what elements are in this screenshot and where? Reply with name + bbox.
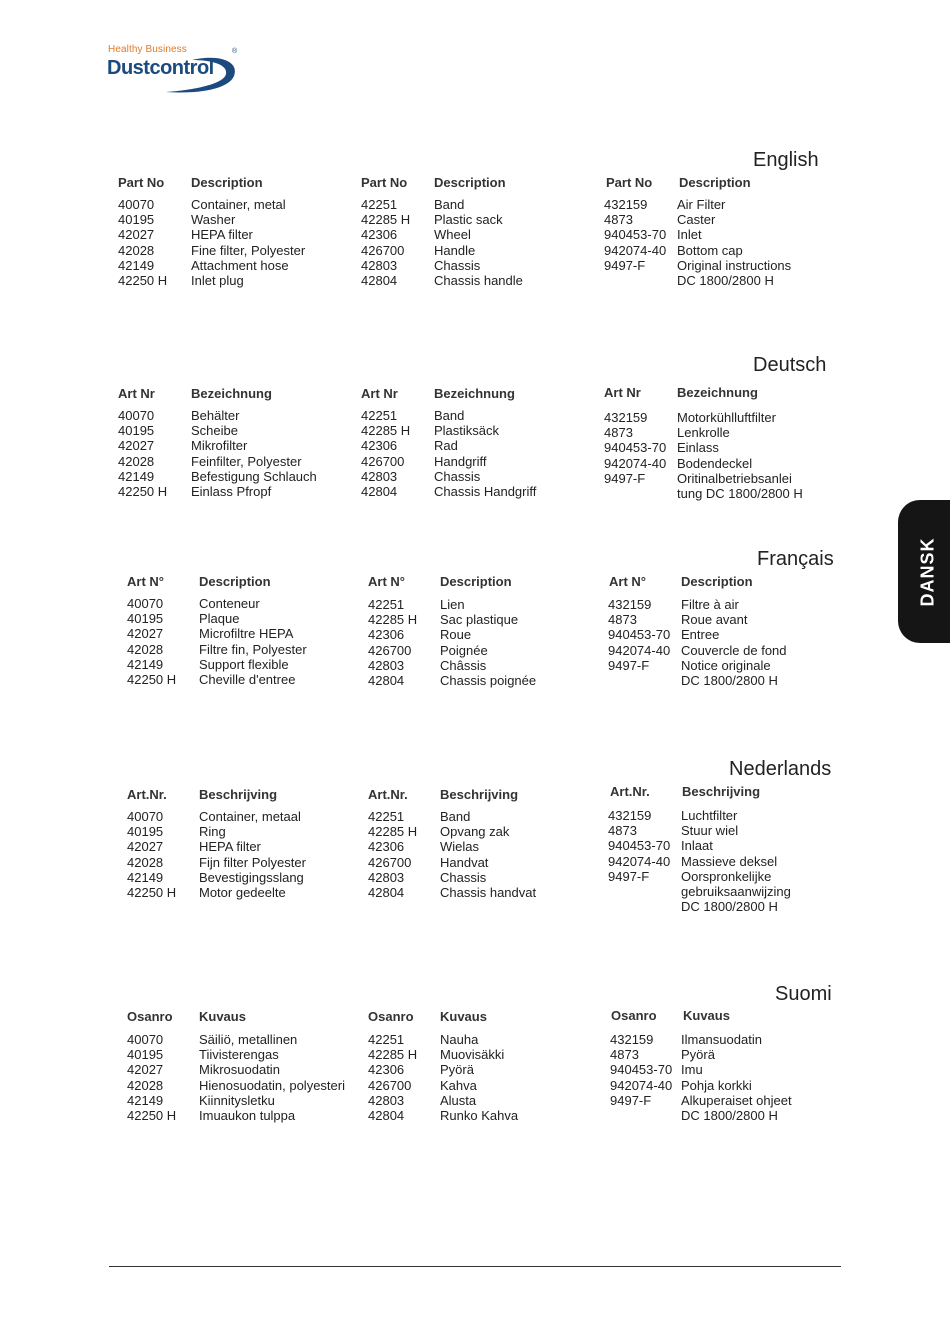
part-number: 42149 <box>127 869 164 885</box>
part-description: Bevestigingsslang <box>199 869 304 885</box>
part-number: 42803 <box>368 657 405 673</box>
part-description: Filtre à air <box>681 597 739 612</box>
part-no-header: Art Nr <box>118 386 155 401</box>
part-description: DC 1800/2800 H <box>681 899 778 915</box>
part-description: DC 1800/2800 H <box>681 672 778 688</box>
part-number: 426700 <box>361 453 405 469</box>
part-no-header: Osanro <box>368 1009 414 1024</box>
language-title: Suomi <box>775 983 832 1005</box>
part-no-header: Art N° <box>127 574 164 589</box>
language-title: Français <box>757 548 834 570</box>
description-header: Description <box>681 574 753 589</box>
part-number: 42250 H <box>127 671 177 687</box>
part-description: Couvercle de fond <box>681 642 787 658</box>
part-number: 42804 <box>368 1107 405 1123</box>
part-description: Muovisäkki <box>440 1047 505 1063</box>
part-no-header: Art N° <box>368 574 405 589</box>
part-number: 42251 <box>368 1032 405 1047</box>
part-no-header: Part No <box>606 175 653 190</box>
part-number: 4873 <box>604 425 633 441</box>
part-description: Mikrosuodatin <box>199 1062 280 1078</box>
part-description: Bottom cap <box>677 242 743 258</box>
part-number: 42149 <box>118 257 155 273</box>
part-description: Support flexible <box>199 656 289 672</box>
part-number: 42250 H <box>118 272 168 288</box>
part-number: 42306 <box>368 627 405 643</box>
part-number: 42027 <box>127 839 164 855</box>
part-description: Chassis <box>440 869 487 885</box>
part-description: Motor gedeelte <box>199 884 286 900</box>
part-number: 42804 <box>368 884 405 900</box>
part-description: Fine filter, Polyester <box>191 242 306 258</box>
part-description: Motorkühlluftfilter <box>677 410 776 425</box>
part-number: 432159 <box>608 808 652 823</box>
part-description: Band <box>434 408 465 423</box>
part-number: 940453-70 <box>610 1062 673 1078</box>
part-description: Roue avant <box>681 612 748 628</box>
part-description: Alusta <box>440 1092 477 1108</box>
part-no-header: Art.Nr. <box>368 787 408 802</box>
part-no-header: Art.Nr. <box>127 787 167 802</box>
part-description: Pyörä <box>440 1062 474 1078</box>
part-description: Pyörä <box>681 1047 715 1063</box>
description-header: Kuvaus <box>440 1009 487 1024</box>
part-description: Chassis handvat <box>440 884 537 900</box>
part-number: 42285 H <box>368 612 418 628</box>
part-number: 42250 H <box>127 1107 177 1123</box>
description-header: Description <box>434 175 506 190</box>
part-number: 426700 <box>368 1077 412 1093</box>
part-description: Inlet plug <box>191 272 244 288</box>
part-number: 42251 <box>361 197 398 212</box>
part-number: 40195 <box>118 212 155 228</box>
part-number: 9497-F <box>608 657 650 673</box>
part-description: Microfiltre HEPA <box>199 626 294 642</box>
part-number: 426700 <box>361 242 405 258</box>
part-description: Bodendeckel <box>677 455 753 471</box>
part-description: Fijn filter Polyester <box>199 854 306 870</box>
part-number: 4873 <box>610 1047 639 1063</box>
part-number: 40070 <box>118 408 155 423</box>
part-number: 42027 <box>118 227 155 243</box>
language-title: English <box>753 149 819 171</box>
part-number: 9497-F <box>604 257 646 273</box>
part-number: 9497-F <box>608 868 650 884</box>
part-number: 432159 <box>610 1032 654 1047</box>
part-description: Attachment hose <box>191 257 289 273</box>
part-description: Massieve deksel <box>681 853 778 869</box>
part-no-header: Art.Nr. <box>610 784 650 799</box>
part-description: Mikrofilter <box>191 438 248 454</box>
part-description: Imu <box>681 1062 703 1078</box>
part-number: 42251 <box>361 408 398 423</box>
part-description: Oritinalbetriebsanlei <box>677 470 792 486</box>
part-number: 42803 <box>361 468 398 484</box>
description-header: Kuvaus <box>199 1009 246 1024</box>
part-number: 9497-F <box>610 1092 652 1108</box>
part-description: Imuaukon tulppa <box>199 1107 296 1123</box>
part-number: 40195 <box>127 611 164 627</box>
part-description: Plastic sack <box>434 212 503 228</box>
part-number: 42306 <box>361 227 398 243</box>
part-no-header: Osanro <box>127 1009 173 1024</box>
part-description: Notice originale <box>681 657 771 673</box>
part-number: 42803 <box>368 869 405 885</box>
part-number: 942074-40 <box>604 242 667 258</box>
part-no-header: Osanro <box>611 1008 657 1023</box>
part-number: 42285 H <box>361 423 411 439</box>
part-description: Hienosuodatin, polyesteri <box>199 1077 345 1093</box>
part-description: Lien <box>440 597 465 612</box>
part-number: 42027 <box>127 626 164 642</box>
part-number: 40195 <box>127 1047 164 1063</box>
part-no-header: Art Nr <box>604 385 641 400</box>
part-number: 42306 <box>368 839 405 855</box>
part-description: Roue <box>440 627 472 643</box>
part-number: 40195 <box>118 423 155 439</box>
part-description: Runko Kahva <box>440 1107 519 1123</box>
part-number: 42804 <box>361 483 398 499</box>
part-description: gebruiksaanwijzing <box>681 883 791 899</box>
language-side-tab <box>898 500 950 643</box>
part-description: Conteneur <box>199 596 260 611</box>
part-description: Handvat <box>440 854 489 870</box>
part-description: Container, metal <box>191 197 286 212</box>
part-description: Poignée <box>440 642 488 658</box>
part-description: Sac plastique <box>440 612 519 628</box>
part-description: Ilmansuodatin <box>681 1032 762 1047</box>
side-tab-label: DANSK <box>917 536 938 607</box>
part-number: 40070 <box>127 809 164 824</box>
part-description: Chassis <box>434 257 481 273</box>
part-number: 4873 <box>604 212 633 228</box>
part-number: 432159 <box>608 597 652 612</box>
part-number: 42804 <box>361 272 398 288</box>
part-number: 40070 <box>127 1032 164 1047</box>
part-description: Chassis handle <box>434 272 523 288</box>
part-description: Pohja korkki <box>681 1077 752 1093</box>
part-number: 942074-40 <box>610 1077 673 1093</box>
part-number: 9497-F <box>604 470 646 486</box>
part-description: tung DC 1800/2800 H <box>677 485 803 501</box>
part-description: Air Filter <box>677 197 726 212</box>
part-description: Plaque <box>199 611 240 627</box>
part-description: Säiliö, metallinen <box>199 1032 298 1047</box>
part-number: 940453-70 <box>608 838 671 854</box>
part-number: 426700 <box>368 642 412 658</box>
part-number: 942074-40 <box>608 853 671 869</box>
part-number: 42251 <box>368 809 405 824</box>
part-number: 432159 <box>604 197 648 212</box>
part-description: HEPA filter <box>199 839 261 855</box>
part-number: 42306 <box>368 1062 405 1078</box>
part-description: Alkuperaiset ohjeet <box>681 1092 792 1108</box>
part-no-header: Art N° <box>609 574 646 589</box>
part-description: Behälter <box>191 408 240 423</box>
part-number: 42028 <box>118 453 155 469</box>
part-description: Stuur wiel <box>681 823 739 839</box>
description-header: Description <box>199 574 271 589</box>
registered-mark: ® <box>232 48 238 55</box>
description-header: Kuvaus <box>683 1008 730 1023</box>
part-description: Luchtfilter <box>681 808 738 823</box>
part-description: Plastiksäck <box>434 423 500 439</box>
part-number: 942074-40 <box>604 455 667 471</box>
part-number: 42804 <box>368 672 405 688</box>
part-number: 942074-40 <box>608 642 671 658</box>
logo-wordmark: Dustcontrol <box>107 57 214 79</box>
part-number: 42803 <box>368 1092 405 1108</box>
part-description: Inlet <box>677 227 702 243</box>
language-title: Deutsch <box>753 354 827 376</box>
language-title: Nederlands <box>729 758 832 780</box>
part-description: HEPA filter <box>191 227 253 243</box>
description-header: Bezeichnung <box>434 386 515 401</box>
part-description: Caster <box>677 212 716 228</box>
part-number: 940453-70 <box>604 227 667 243</box>
description-header: Beschrijving <box>682 784 761 799</box>
part-no-header: Art Nr <box>361 386 398 401</box>
part-description: Feinfilter, Polyester <box>191 453 302 469</box>
part-number: 42149 <box>118 468 155 484</box>
part-description: Oorspronkelijke <box>681 868 772 884</box>
part-description: Chassis poignée <box>440 672 537 688</box>
description-header: Bezeichnung <box>191 386 272 401</box>
part-number: 940453-70 <box>604 440 667 456</box>
part-description: Châssis <box>440 657 487 673</box>
description-header: Description <box>191 175 263 190</box>
part-description: Handle <box>434 242 476 258</box>
part-description: Original instructions <box>677 257 792 273</box>
part-number: 432159 <box>604 410 648 425</box>
dustcontrol-logo <box>106 44 246 96</box>
part-description: Band <box>440 809 471 824</box>
part-description: Rad <box>434 438 458 454</box>
part-description: Entree <box>681 627 720 643</box>
description-header: Bezeichnung <box>677 385 758 400</box>
footer-divider <box>109 1266 841 1267</box>
part-number: 42250 H <box>118 483 168 499</box>
part-description: Cheville d'entree <box>199 671 296 687</box>
part-number: 4873 <box>608 612 637 628</box>
part-number: 42149 <box>127 1092 164 1108</box>
part-description: Tiivisterengas <box>199 1047 279 1063</box>
part-description: Scheibe <box>191 423 238 439</box>
part-description: Befestigung Schlauch <box>191 468 317 484</box>
part-no-header: Part No <box>118 175 165 190</box>
part-description: Nauha <box>440 1032 479 1047</box>
part-number: 4873 <box>608 823 637 839</box>
part-description: Washer <box>191 212 236 228</box>
part-description: Einlass <box>677 440 719 456</box>
part-description: Wielas <box>440 839 480 855</box>
part-number: 42028 <box>118 242 155 258</box>
part-number: 40195 <box>127 824 164 840</box>
part-number: 42028 <box>127 1077 164 1093</box>
part-no-header: Part No <box>361 175 408 190</box>
part-number: 42285 H <box>368 1047 418 1063</box>
part-number: 42306 <box>361 438 398 454</box>
part-number: 42027 <box>118 438 155 454</box>
part-description: Kahva <box>440 1077 477 1093</box>
part-description: Handgriff <box>434 453 487 469</box>
part-number: 42149 <box>127 656 164 672</box>
description-header: Beschrijving <box>199 787 278 802</box>
description-header: Description <box>679 175 751 190</box>
part-description: Chassis Handgriff <box>434 483 537 499</box>
description-header: Description <box>440 574 512 589</box>
part-number: 42251 <box>368 597 405 612</box>
part-description: Filtre fin, Polyester <box>199 641 307 657</box>
part-number: 40070 <box>127 596 164 611</box>
part-description: Einlass Pfropf <box>191 483 272 499</box>
part-number: 426700 <box>368 854 412 870</box>
part-number: 42027 <box>127 1062 164 1078</box>
part-description: Kiinnitysletku <box>199 1092 275 1108</box>
logo-tagline: Healthy Business <box>108 44 187 55</box>
part-description: DC 1800/2800 H <box>681 1107 778 1123</box>
part-description: Lenkrolle <box>677 425 730 441</box>
part-number: 42285 H <box>368 824 418 840</box>
part-description: Ring <box>199 824 226 840</box>
part-description: Band <box>434 197 465 212</box>
part-number: 42803 <box>361 257 398 273</box>
part-number: 940453-70 <box>608 627 671 643</box>
part-number: 42285 H <box>361 212 411 228</box>
part-number: 42028 <box>127 854 164 870</box>
description-header: Beschrijving <box>440 787 519 802</box>
part-description: Wheel <box>434 227 471 243</box>
part-description: Opvang zak <box>440 824 510 840</box>
part-number: 42028 <box>127 641 164 657</box>
part-description: DC 1800/2800 H <box>677 272 774 288</box>
part-description: Container, metaal <box>199 809 301 824</box>
part-number: 40070 <box>118 197 155 212</box>
part-description: Inlaat <box>681 838 713 854</box>
part-description: Chassis <box>434 468 481 484</box>
part-number: 42250 H <box>127 884 177 900</box>
